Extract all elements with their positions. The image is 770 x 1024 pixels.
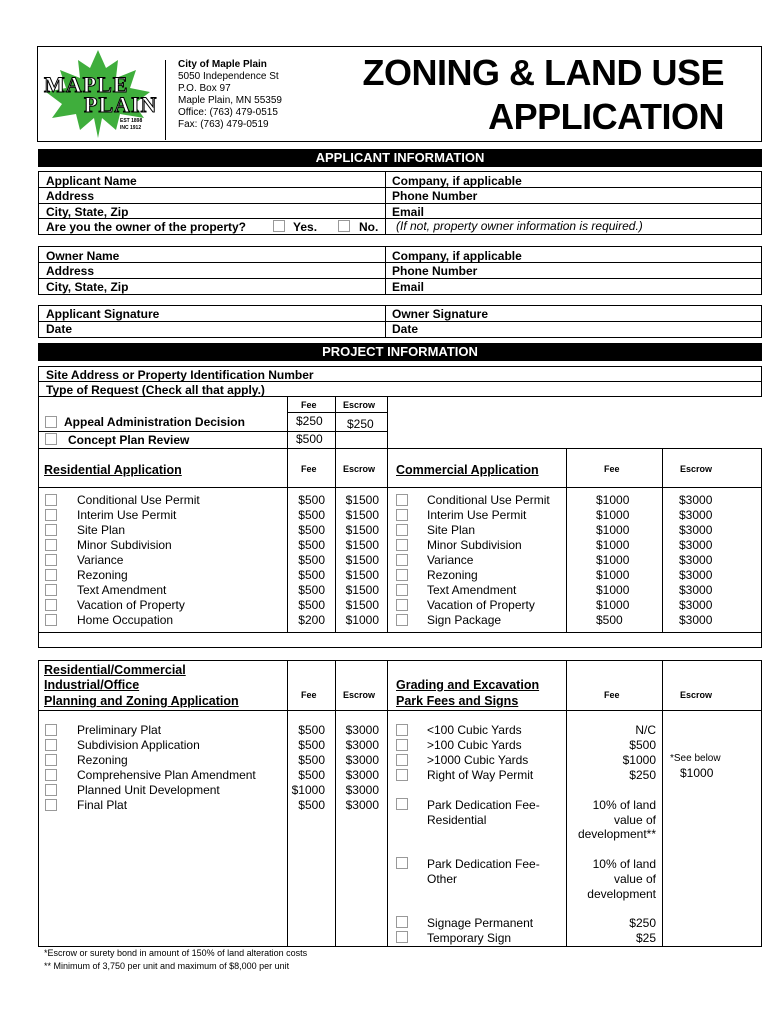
residential-escrow: $1500: [345, 583, 379, 597]
park-other-fee-3: development: [587, 887, 656, 901]
residential-fee: $500: [298, 568, 325, 582]
commercial-checkbox[interactable]: [396, 524, 408, 536]
commercial-escrow: $3000: [679, 508, 713, 522]
planning-fee: $500: [298, 753, 325, 767]
owner-yes-label: Yes.: [293, 220, 318, 234]
grading-title-1: Grading and Excavation: [396, 678, 540, 692]
signage-permanent-label: Signage Permanent: [427, 916, 534, 930]
residential-fee: $500: [298, 598, 325, 612]
planning-fee: $500: [298, 723, 325, 737]
plan-fee-header: Fee: [301, 690, 317, 700]
residential-item: Text Amendment: [77, 583, 167, 597]
commercial-fee: $1000: [596, 523, 630, 537]
footnote-minimum: ** Minimum of 3,750 per unit and maximum of $8,000 per unit: [44, 961, 290, 971]
planning-escrow: $3000: [345, 723, 379, 737]
grading-checkbox[interactable]: [396, 739, 408, 751]
commercial-escrow: $3000: [679, 523, 713, 537]
planning-title-3: Planning and Zoning Application: [44, 694, 239, 708]
commercial-escrow: $3000: [679, 613, 713, 627]
commercial-escrow: $3000: [679, 493, 713, 507]
commercial-checkbox[interactable]: [396, 569, 408, 581]
owner-address-label: Address: [46, 264, 95, 278]
owner-note: (If not, property owner information is required.): [396, 219, 643, 233]
plan-escrow-header: Escrow: [343, 690, 376, 700]
signage-permanent-fee: $250: [629, 916, 656, 930]
commercial-item: Vacation of Property: [427, 598, 535, 612]
planning-checkbox[interactable]: [45, 769, 57, 781]
applicant-name-label: Applicant Name: [46, 174, 137, 188]
commercial-checkbox[interactable]: [396, 614, 408, 626]
residential-item: Home Occupation: [77, 613, 174, 627]
footnote-escrow: *Escrow or surety bond in amount of 150% of land alteration costs: [44, 948, 308, 958]
residential-checkbox[interactable]: [45, 524, 57, 536]
address-line: Office: (763) 479-0515: [178, 107, 278, 118]
temporary-sign-label: Temporary Sign: [427, 931, 512, 945]
grading-escrow-header: Escrow: [680, 690, 713, 700]
grading-fee-header: Fee: [604, 690, 620, 700]
residential-checkbox[interactable]: [45, 494, 57, 506]
planning-item: Preliminary Plat: [77, 723, 162, 737]
owner-no-label: No.: [359, 220, 379, 234]
park-res-label-1: Park Dedication Fee-: [427, 798, 540, 812]
res-fee-header: Fee: [301, 464, 317, 474]
email-label: Email: [392, 205, 425, 219]
commercial-checkbox[interactable]: [396, 539, 408, 551]
residential-checkbox[interactable]: [45, 539, 57, 551]
owner-city-label: City, State, Zip: [46, 280, 129, 294]
address-line: 5050 Independence St: [178, 71, 279, 82]
residential-checkbox[interactable]: [45, 614, 57, 626]
commercial-escrow: $3000: [679, 568, 713, 582]
phone-label: Phone Number: [392, 189, 478, 203]
planning-item: Comprehensive Plan Amendment: [77, 768, 256, 782]
commercial-checkbox[interactable]: [396, 509, 408, 521]
commercial-title: Commercial Application: [396, 463, 539, 477]
appeal-fee: $250: [296, 414, 323, 428]
residential-item: Conditional Use Permit: [77, 493, 200, 507]
grading-escrow-note: *See below: [670, 753, 721, 764]
commercial-escrow: $3000: [679, 553, 713, 567]
commercial-checkbox[interactable]: [396, 599, 408, 611]
residential-item: Rezoning: [77, 568, 128, 582]
owner-date-label: Date: [392, 322, 419, 336]
logo-word-2: PLAIN: [84, 92, 158, 117]
residential-fee: $500: [298, 493, 325, 507]
planning-item: Rezoning: [77, 753, 128, 767]
grading-fee: $500: [629, 738, 656, 752]
residential-escrow: $1500: [345, 598, 379, 612]
planning-fee: $500: [298, 798, 325, 812]
commercial-escrow: $3000: [679, 538, 713, 552]
appeal-checkbox[interactable]: [45, 416, 57, 428]
residential-checkbox[interactable]: [45, 569, 57, 581]
page-title-line2: APPLICATION: [488, 96, 724, 137]
grading-title-2: Park Fees and Signs: [396, 694, 519, 708]
park-other-fee-1: 10% of land: [592, 857, 656, 871]
com-escrow-header: Escrow: [680, 464, 713, 474]
owner-question-label: Are you the owner of the property?: [46, 220, 247, 234]
planning-item: Subdivision Application: [77, 738, 200, 752]
logo-inc: INC 1912: [120, 125, 142, 131]
commercial-fee: $1000: [596, 583, 630, 597]
planning-fee: $1000: [291, 783, 325, 797]
commercial-item: Minor Subdivision: [427, 538, 522, 552]
residential-item: Site Plan: [77, 523, 126, 537]
commercial-checkbox[interactable]: [396, 554, 408, 566]
owner-phone-label: Phone Number: [392, 264, 478, 278]
park-other-label-1: Park Dedication Fee-: [427, 857, 540, 871]
applicant-date-label: Date: [46, 322, 73, 336]
owner-yes-checkbox[interactable]: [273, 220, 285, 232]
commercial-escrow: $3000: [679, 583, 713, 597]
address-line: P.O. Box 97: [178, 83, 231, 94]
residential-fee: $500: [298, 508, 325, 522]
planning-checkbox[interactable]: [45, 754, 57, 766]
planning-checkbox[interactable]: [45, 784, 57, 796]
planning-title-1: Residential/Commercial: [44, 663, 186, 677]
applicant-signature-label: Applicant Signature: [46, 307, 160, 321]
residential-checkbox[interactable]: [45, 599, 57, 611]
concept-fee: $500: [296, 432, 323, 446]
owner-email-label: Email: [392, 280, 425, 294]
grading-checkbox[interactable]: [396, 724, 408, 736]
residential-item: Variance: [77, 553, 124, 567]
park-res-fee-3: development**: [577, 827, 656, 841]
commercial-item: Site Plan: [427, 523, 476, 537]
header-divider: [165, 60, 166, 140]
commercial-fee: $1000: [596, 553, 630, 567]
commercial-item: Interim Use Permit: [427, 508, 527, 522]
commercial-fee: $1000: [596, 568, 630, 582]
planning-escrow: $3000: [345, 783, 379, 797]
commercial-item: Rezoning: [427, 568, 478, 582]
residential-item: Interim Use Permit: [77, 508, 177, 522]
residential-escrow: $1500: [345, 493, 379, 507]
residential-fee: $200: [298, 613, 325, 627]
planning-item: Final Plat: [77, 798, 128, 812]
residential-fee: $500: [298, 583, 325, 597]
planning-fee: $500: [298, 768, 325, 782]
address-line: City of Maple Plain: [178, 59, 267, 70]
planning-checkbox[interactable]: [45, 799, 57, 811]
residential-item: Vacation of Property: [77, 598, 185, 612]
planning-item: Planned Unit Development: [77, 783, 220, 797]
planning-checkbox[interactable]: [45, 724, 57, 736]
company-label: Company, if applicable: [392, 174, 522, 188]
planning-fee: $500: [298, 738, 325, 752]
park-res-fee-1: 10% of land: [592, 798, 656, 812]
signage-permanent-checkbox[interactable]: [396, 916, 408, 928]
planning-escrow: $3000: [345, 753, 379, 767]
concept-checkbox[interactable]: [45, 433, 57, 445]
park-res-checkbox[interactable]: [396, 798, 408, 810]
planning-escrow: $3000: [345, 768, 379, 782]
applicant-section-bar: APPLICANT INFORMATION: [38, 149, 762, 167]
commercial-item: Sign Package: [427, 613, 502, 627]
com-fee-header: Fee: [604, 464, 620, 474]
request-type-label: Type of Request (Check all that apply.): [46, 383, 265, 397]
commercial-fee: $500: [596, 613, 623, 627]
owner-no-checkbox[interactable]: [338, 220, 350, 232]
owner-name-label: Owner Name: [46, 249, 120, 263]
commercial-fee: $1000: [596, 538, 630, 552]
grading-item: >1000 Cubic Yards: [427, 753, 529, 767]
grading-escrow-value: $1000: [680, 766, 714, 780]
address-line: Maple Plain, MN 55359: [178, 95, 282, 106]
commercial-checkbox[interactable]: [396, 494, 408, 506]
residential-escrow: $1000: [345, 613, 379, 627]
residential-fee: $500: [298, 523, 325, 537]
planning-title-2: Industrial/Office: [44, 678, 140, 692]
temporary-sign-checkbox[interactable]: [396, 931, 408, 943]
park-other-fee-2: value of: [613, 872, 656, 886]
applicant-city-label: City, State, Zip: [46, 205, 129, 219]
planning-checkbox[interactable]: [45, 739, 57, 751]
residential-escrow: $1500: [345, 508, 379, 522]
appeal-escrow: $250: [347, 417, 374, 431]
logo-est: EST 1898: [120, 118, 143, 124]
city-address: [178, 59, 282, 131]
grading-item: Right of Way Permit: [427, 768, 534, 782]
grading-fee: $1000: [622, 753, 656, 767]
temporary-sign-fee: $25: [635, 931, 656, 945]
residential-escrow: $1500: [345, 553, 379, 567]
residential-checkbox[interactable]: [45, 584, 57, 596]
grading-checkbox[interactable]: [396, 754, 408, 766]
grading-fee: N/C: [635, 723, 656, 737]
owner-company-label: Company, if applicable: [392, 249, 522, 263]
planning-escrow: $3000: [345, 798, 379, 812]
owner-signature-label: Owner Signature: [392, 307, 489, 321]
logo-word-1: MAPLE: [44, 72, 129, 97]
park-other-label-2: Other: [427, 872, 458, 886]
grading-checkbox[interactable]: [396, 769, 408, 781]
commercial-item: Text Amendment: [427, 583, 517, 597]
residential-checkbox[interactable]: [45, 509, 57, 521]
commercial-fee: $1000: [596, 598, 630, 612]
site-address-label: Site Address or Property Identification Number: [46, 368, 314, 382]
appeal-escrow-header: Escrow: [343, 400, 376, 410]
residential-item: Minor Subdivision: [77, 538, 172, 552]
residential-fee: $500: [298, 538, 325, 552]
grading-item: <100 Cubic Yards: [427, 723, 522, 737]
park-res-fee-2: value of: [613, 813, 656, 827]
commercial-item: Conditional Use Permit: [427, 493, 550, 507]
commercial-checkbox[interactable]: [396, 584, 408, 596]
city-logo: [40, 48, 156, 140]
page-title-line1: ZONING & LAND USE: [362, 52, 724, 93]
residential-checkbox[interactable]: [45, 554, 57, 566]
res-escrow-header: Escrow: [343, 464, 376, 474]
planning-escrow: $3000: [345, 738, 379, 752]
appeal-label: Appeal Administration Decision: [64, 415, 245, 429]
project-section-bar: PROJECT INFORMATION: [38, 343, 762, 361]
residential-title: Residential Application: [44, 463, 182, 477]
concept-label: Concept Plan Review: [68, 433, 190, 447]
applicant-address-label: Address: [46, 189, 95, 203]
commercial-escrow: $3000: [679, 598, 713, 612]
residential-fee: $500: [298, 553, 325, 567]
commercial-fee: $1000: [596, 508, 630, 522]
grading-fee: $250: [629, 768, 656, 782]
residential-escrow: $1500: [345, 523, 379, 537]
park-res-label-2: Residential: [427, 813, 487, 827]
residential-escrow: $1500: [345, 568, 379, 582]
park-other-checkbox[interactable]: [396, 857, 408, 869]
commercial-item: Variance: [427, 553, 474, 567]
residential-escrow: $1500: [345, 538, 379, 552]
grading-item: >100 Cubic Yards: [427, 738, 522, 752]
appeal-fee-header: Fee: [301, 400, 317, 410]
address-line: Fax: (763) 479-0519: [178, 119, 269, 130]
commercial-fee: $1000: [596, 493, 630, 507]
